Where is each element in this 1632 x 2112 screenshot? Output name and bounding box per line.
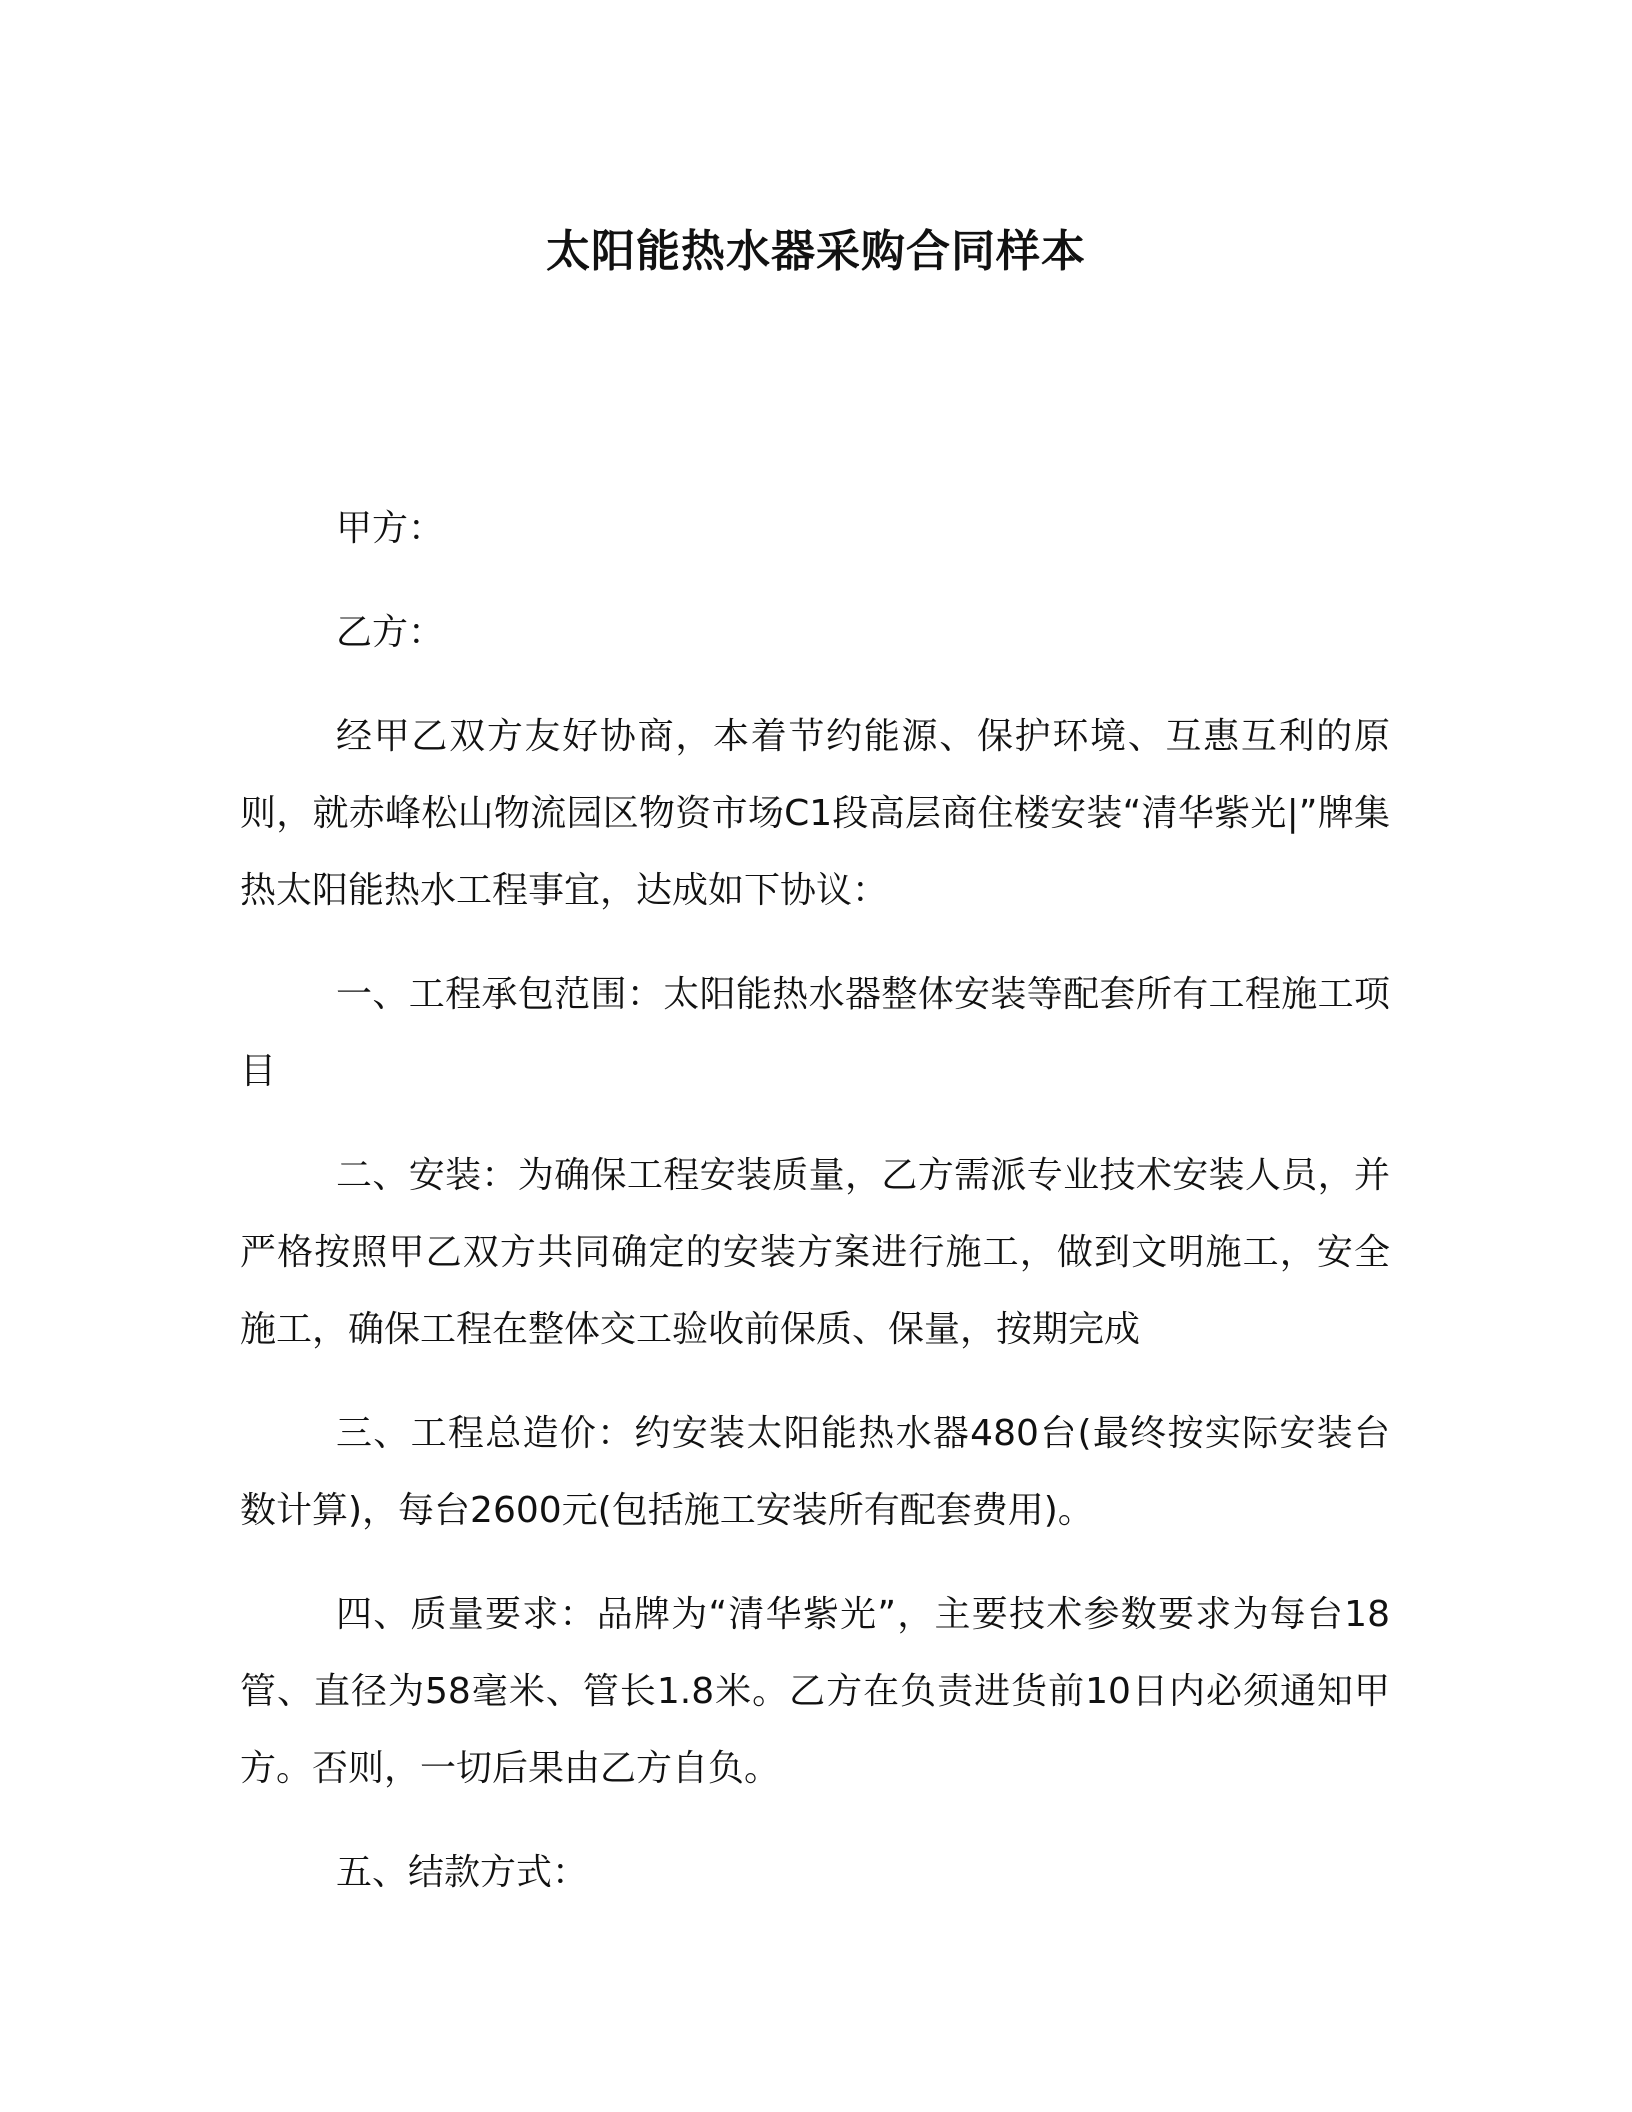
section-installation: 二、安装：为确保工程安装质量，乙方需派专业技术安装人员，并严格按照甲乙双方共同确定的安装方案进行施工，做到文明施工，安全施工，确保工程在整体交工验收前保质、保量，按期完成	[240, 1155, 1390, 1350]
section-quality-requirements: 四、质量要求：品牌为“清华紫光”，主要技术参数要求为每台18管、直径为58毫米、管长1.8米。乙方在负责进货前10日内必须通知甲方。否则，一切后果由乙方自负。	[240, 1594, 1390, 1789]
section-scope: 一、工程承包范围：太阳能热水器整体安装等配套所有工程施工项目	[240, 974, 1390, 1092]
party-a-label: 甲方：	[336, 508, 445, 549]
document-title: 太阳能热水器采购合同样本	[546, 226, 1086, 277]
party-b-label: 乙方：	[336, 612, 445, 653]
document-body	[240, 490, 1390, 1938]
section-payment-method: 五、结款方式：	[336, 1852, 589, 1893]
intro-paragraph: 经甲乙双方友好协商，本着节约能源、保护环境、互惠互利的原则，就赤峰松山物流园区物资市场C1段高层商住楼安装“清华紫光|”牌集热太阳能热水工程事宜，达成如下协议：	[240, 716, 1390, 911]
section-total-cost: 三、工程总造价：约安装太阳能热水器480台(最终按实际安装台数计算)，每台2600元(包括施工安装所有配套费用)。	[240, 1413, 1390, 1531]
